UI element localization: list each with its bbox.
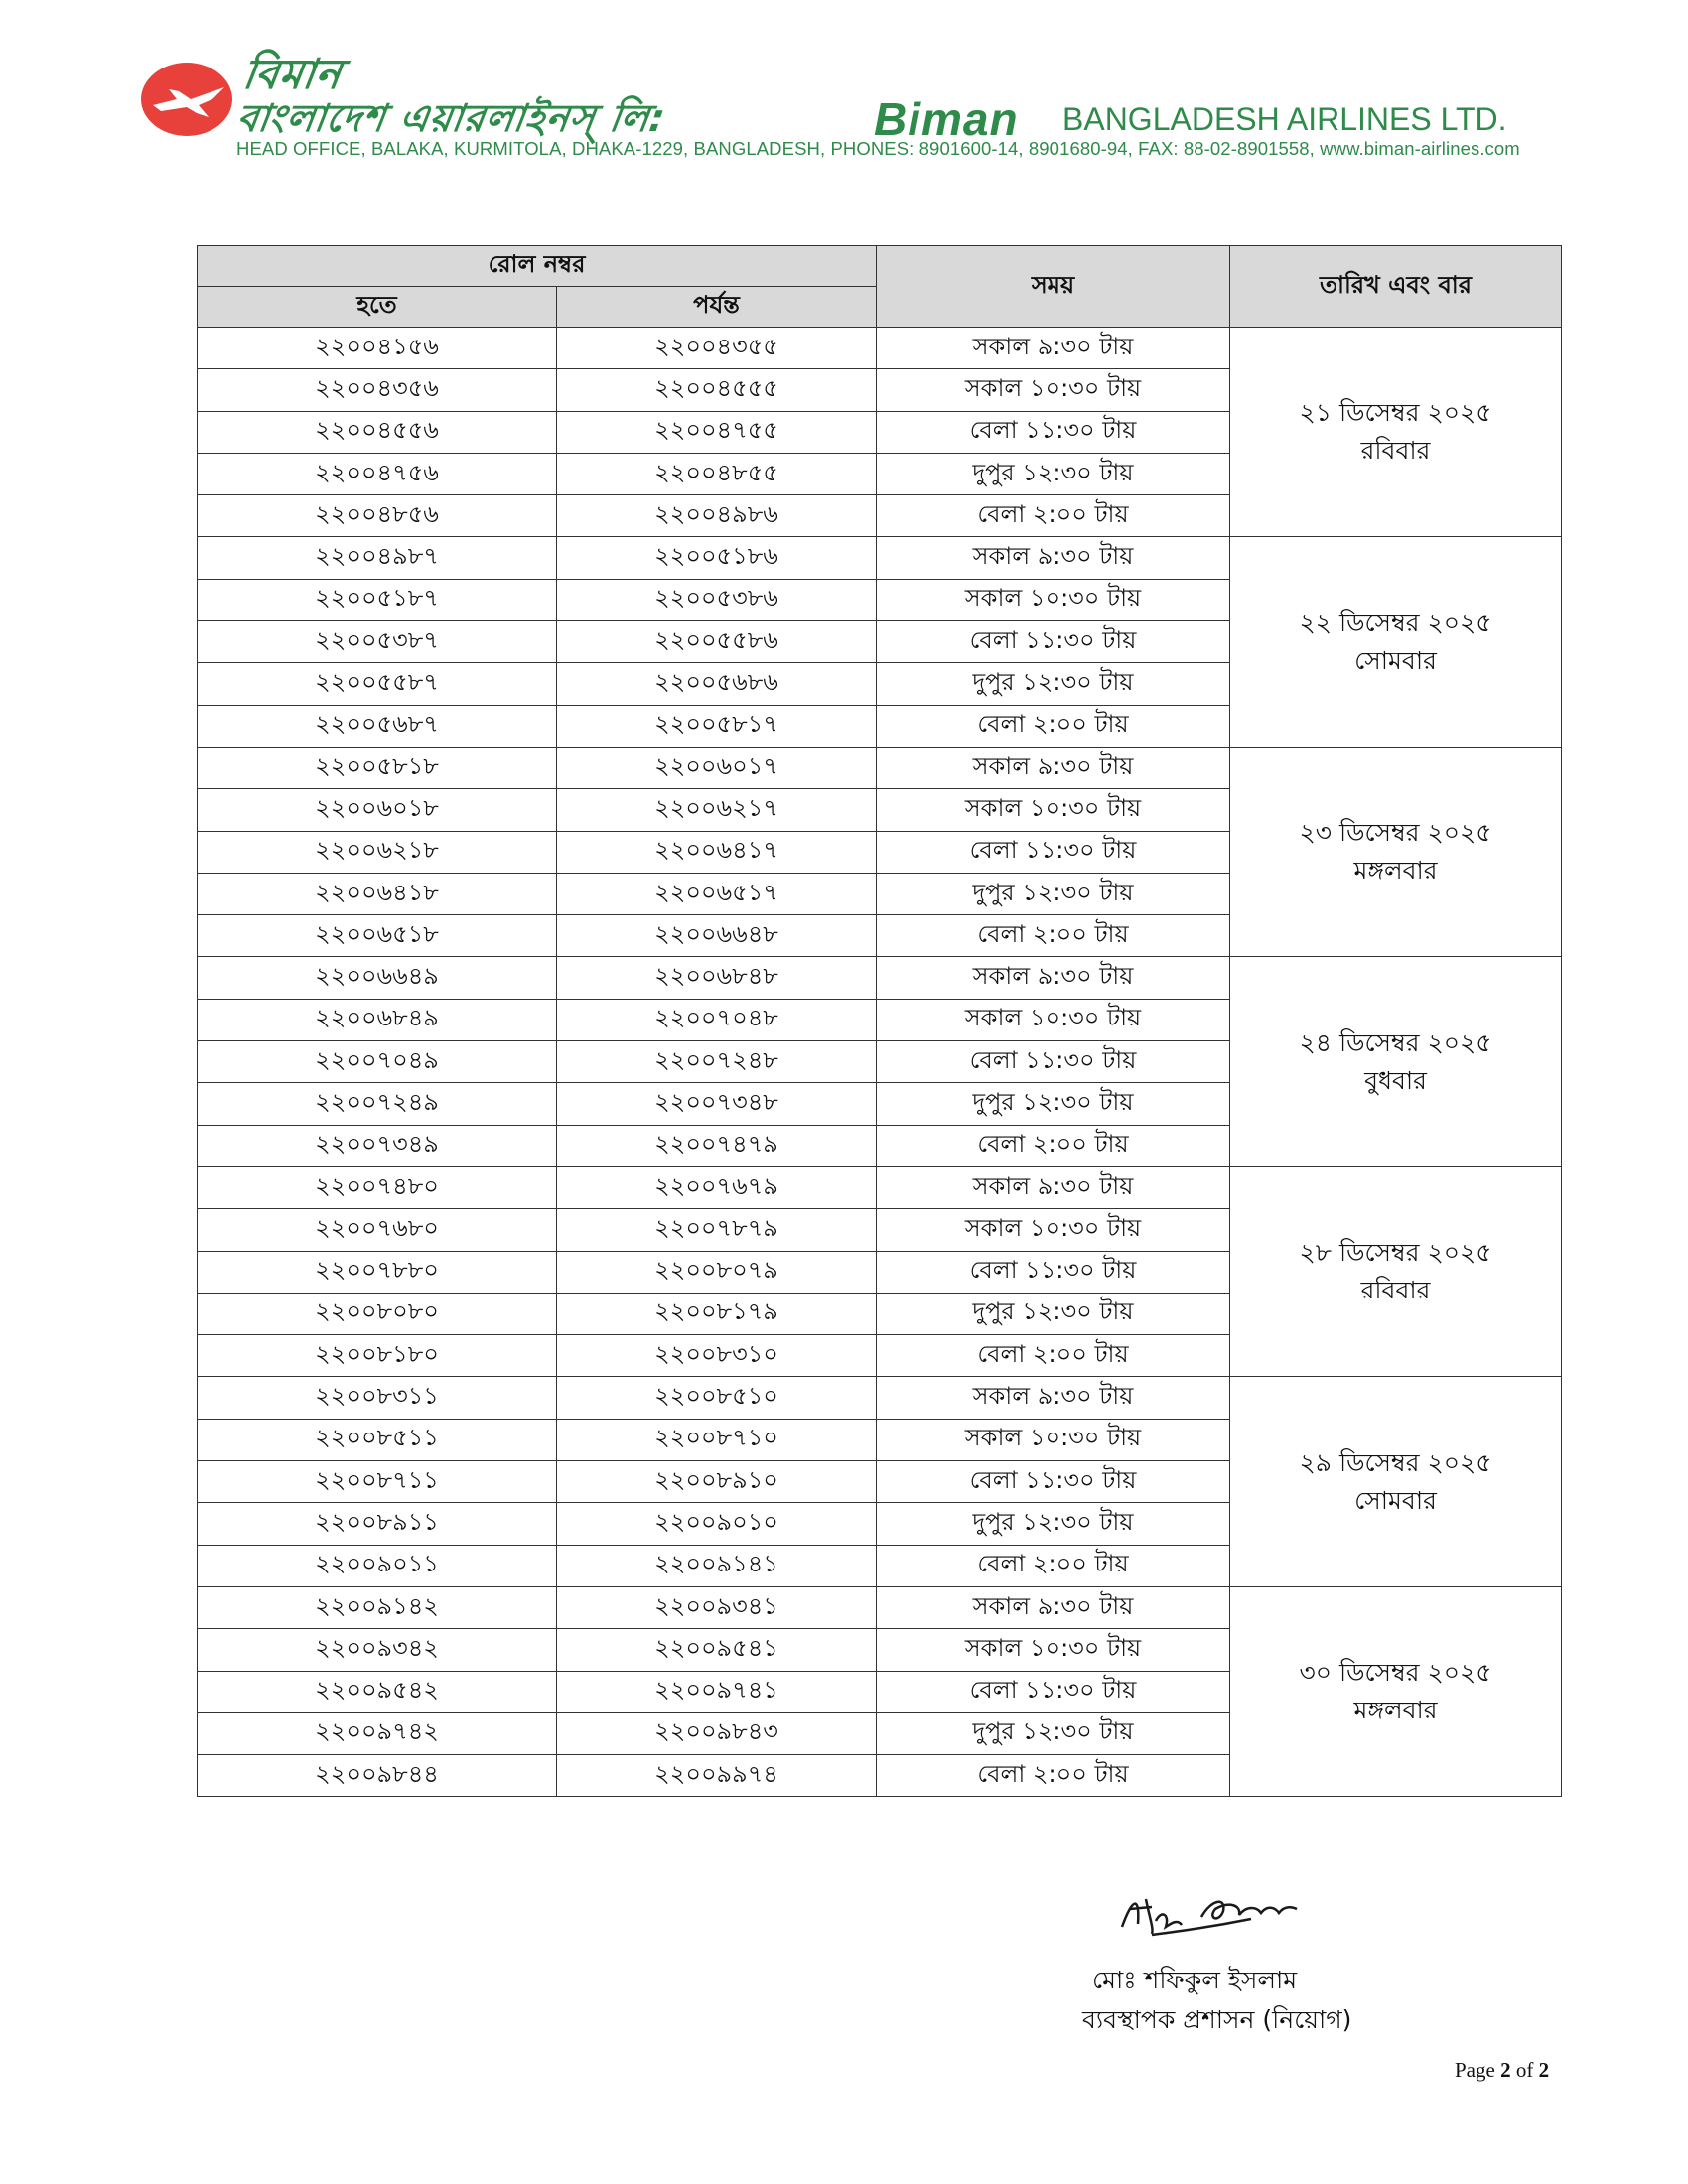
roll-to-cell: ২২০০৪৯৮৬ <box>557 495 877 537</box>
roll-to-cell: ২২০০৬৮৪৮ <box>557 957 877 999</box>
time-cell: দুপুর ১২:৩০ টায় <box>877 1083 1230 1125</box>
roll-from-cell: ২২০০৯৩৪২ <box>198 1629 557 1671</box>
roll-from-cell: ২২০০৫৫৮৭ <box>198 663 557 705</box>
roll-to-cell: ২২০০৮১৭৯ <box>557 1293 877 1334</box>
time-cell: দুপুর ১২:৩০ টায় <box>877 453 1230 494</box>
time-cell: বেলা ১১:৩০ টায় <box>877 1041 1230 1083</box>
roll-from-cell: ২২০০৫১৮৭ <box>198 579 557 620</box>
exam-weekday: রবিবার <box>1360 1276 1431 1305</box>
time-cell: বেলা ২:০০ টায় <box>877 1755 1230 1797</box>
roll-to-cell: ২২০০৫৮১৭ <box>557 705 877 747</box>
roll-from-cell: ২২০০৫৬৮৭ <box>198 705 557 747</box>
time-cell: বেলা ২:০০ টায় <box>877 915 1230 957</box>
date-day-cell <box>1230 957 1562 1166</box>
date-day-header: তারিখ এবং বার <box>1230 246 1562 328</box>
page-total: 2 <box>1538 2058 1550 2082</box>
roll-from-cell: ২২০০৫৮১৮ <box>198 747 557 788</box>
roll-from-cell: ২২০০৫৩৮৭ <box>198 621 557 663</box>
roll-from-cell: ২২০০৭৩৪৯ <box>198 1125 557 1166</box>
time-cell: সকাল ৯:৩০ টায় <box>877 747 1230 788</box>
date-day-cell <box>1230 1166 1562 1376</box>
to-header: পর্যন্ত <box>557 287 877 328</box>
roll-from-cell: ২২০০৮৯১১ <box>198 1503 557 1545</box>
page-of: of <box>1515 2058 1534 2082</box>
time-cell: দুপুর ১২:৩০ টায় <box>877 1712 1230 1754</box>
signer-designation: ব্যবস্থাপক প্রশাসন (নিয়োগ) <box>1082 2005 1352 2034</box>
time-cell: বেলা ১১:৩০ টায় <box>877 831 1230 873</box>
roll-to-cell: ২২০০৯১৪১ <box>557 1545 877 1586</box>
roll-from-cell: ২২০০৬৫১৮ <box>198 915 557 957</box>
company-name-bengali <box>233 50 675 140</box>
exam-date: ৩০ ডিসেম্বর ২০২৫ <box>1299 1658 1492 1688</box>
time-cell: দুপুর ১২:৩০ টায় <box>877 663 1230 705</box>
exam-date: ২২ ডিসেম্বর ২০২৫ <box>1299 608 1492 637</box>
time-cell: সকাল ৯:৩০ টায় <box>877 537 1230 579</box>
exam-date: ২৪ ডিসেম্বর ২০২৫ <box>1299 1027 1492 1057</box>
roll-to-cell: ২২০০৭০৪৮ <box>557 999 877 1040</box>
roll-to-cell: ২২০০৪৮৫৫ <box>557 453 877 494</box>
roll-to-cell: ২২০০৯৫৪১ <box>557 1629 877 1671</box>
exam-weekday: মঙ্গলবার <box>1353 856 1438 886</box>
time-cell: বেলা ২:০০ টায় <box>877 1545 1230 1586</box>
roll-from-cell: ২২০০৭৬৮০ <box>198 1209 557 1251</box>
roll-to-cell: ২২০০৭৩৪৮ <box>557 1083 877 1125</box>
exam-date: ২৮ ডিসেম্বর ২০২৫ <box>1299 1238 1492 1268</box>
roll-to-cell: ২২০০৫৩৮৬ <box>557 579 877 620</box>
roll-from-cell: ২২০০৪৫৫৬ <box>198 411 557 453</box>
roll-from-cell: ২২০০৪৮৫৬ <box>198 495 557 537</box>
roll-to-cell: ২২০০৬৪১৭ <box>557 831 877 873</box>
date-day-cell <box>1230 747 1562 956</box>
roll-from-cell: ২২০০৮১৮০ <box>198 1335 557 1377</box>
time-cell: সকাল ৯:৩০ টায় <box>877 1166 1230 1208</box>
roll-from-cell: ২২০০৪৩৫৬ <box>198 369 557 411</box>
roll-from-cell: ২২০০৬০১৮ <box>198 789 557 831</box>
roll-from-cell: ২২০০৬৮৪৯ <box>198 999 557 1040</box>
time-cell: সকাল ৯:৩০ টায় <box>877 1586 1230 1628</box>
roll-from-cell: ২২০০৯৭৪২ <box>198 1712 557 1754</box>
page-number <box>1455 2058 1549 2083</box>
exam-weekday: সোমবার <box>1354 1485 1437 1515</box>
exam-weekday: মঙ্গলবার <box>1353 1696 1438 1725</box>
biman-logo-icon <box>139 60 238 139</box>
roll-to-cell: ২২০০৪৭৫৫ <box>557 411 877 453</box>
exam-weekday: রবিবার <box>1360 436 1431 466</box>
letterhead <box>129 50 1539 169</box>
roll-to-cell: ২২০০৯৮৪৩ <box>557 1712 877 1754</box>
table-row <box>198 1377 1562 1419</box>
roll-to-cell: ২২০০৫১৮৬ <box>557 537 877 579</box>
date-day-cell <box>1230 328 1562 537</box>
roll-to-cell: ২২০০৫৫৮৬ <box>557 621 877 663</box>
roll-to-cell: ২২০০৭২৪৮ <box>557 1041 877 1083</box>
company-name-english: BANGLADESH AIRLINES LTD. <box>1062 101 1507 137</box>
company-name-biman: Biman <box>874 93 1019 145</box>
signature-mark <box>1112 1879 1311 1949</box>
time-cell: সকাল ১০:৩০ টায় <box>877 789 1230 831</box>
roll-to-cell: ২২০০৪৩৫৫ <box>557 328 877 369</box>
roll-from-cell: ২২০০৪৭৫৬ <box>198 453 557 494</box>
roll-to-cell: ২২০০৮০৭৯ <box>557 1251 877 1293</box>
time-cell: সকাল ৯:৩০ টায় <box>877 328 1230 369</box>
exam-date: ২৯ ডিসেম্বর ২০২৫ <box>1299 1447 1492 1477</box>
company-name-bengali-line2: বাংলাদেশ এয়ারলাইনস্ লি: <box>233 96 669 140</box>
roll-to-cell: ২২০০৭৪৭৯ <box>557 1125 877 1166</box>
roll-to-cell: ২২০০৯৯৭৪ <box>557 1755 877 1797</box>
roll-number-header: রোল নম্বর <box>198 246 877 287</box>
time-cell: বেলা ১১:৩০ টায় <box>877 1461 1230 1503</box>
table-row <box>198 747 1562 788</box>
roll-to-cell: ২২০০৮৭১০ <box>557 1419 877 1460</box>
roll-from-cell: ২২০০৬৪১৮ <box>198 873 557 914</box>
roll-from-cell: ২২০০৯১৪২ <box>198 1586 557 1628</box>
roll-to-cell: ২২০০৯৭৪১ <box>557 1671 877 1712</box>
roll-to-cell: ২২০০৯০১০ <box>557 1503 877 1545</box>
from-header: হতে <box>198 287 557 328</box>
roll-from-cell: ২২০০৬৬৪৯ <box>198 957 557 999</box>
time-header: সময় <box>877 246 1230 328</box>
time-cell: বেলা ১১:৩০ টায় <box>877 1251 1230 1293</box>
time-cell: বেলা ২:০০ টায় <box>877 495 1230 537</box>
page-current: 2 <box>1500 2058 1511 2082</box>
roll-from-cell: ২২০০৮০৮০ <box>198 1293 557 1334</box>
roll-from-cell: ২২০০৯৮৪৪ <box>198 1755 557 1797</box>
roll-from-cell: ২২০০৭৪৮০ <box>198 1166 557 1208</box>
roll-from-cell: ২২০০৮৫১১ <box>198 1419 557 1460</box>
roll-to-cell: ২২০০৭৬৭৯ <box>557 1166 877 1208</box>
page-label: Page <box>1455 2058 1495 2082</box>
time-cell: দুপুর ১২:৩০ টায় <box>877 1503 1230 1545</box>
roll-to-cell: ২২০০৪৫৫৫ <box>557 369 877 411</box>
roll-to-cell: ২২০০৯৩৪১ <box>557 1586 877 1628</box>
roll-to-cell: ২২০০৭৮৭৯ <box>557 1209 877 1251</box>
roll-to-cell: ২২০০৬৬৪৮ <box>557 915 877 957</box>
roll-to-cell: ২২০০৮৫১০ <box>557 1377 877 1419</box>
roll-to-cell: ২২০০৮৯১০ <box>557 1461 877 1503</box>
time-cell: সকাল ১০:৩০ টায় <box>877 1629 1230 1671</box>
roll-from-cell: ২২০০৯৫৪২ <box>198 1671 557 1712</box>
exam-date: ২৩ ডিসেম্বর ২০২৫ <box>1299 818 1492 848</box>
table-row <box>198 957 1562 999</box>
time-cell: বেলা ২:০০ টায় <box>877 1335 1230 1377</box>
time-cell: দুপুর ১২:৩০ টায় <box>877 873 1230 914</box>
date-day-cell <box>1230 537 1562 747</box>
date-day-cell <box>1230 1586 1562 1796</box>
roll-from-cell: ২২০০৭০৪৯ <box>198 1041 557 1083</box>
roll-to-cell: ২২০০৬০১৭ <box>557 747 877 788</box>
table-row <box>198 1166 1562 1208</box>
time-cell: সকাল ১০:৩০ টায় <box>877 1209 1230 1251</box>
roll-from-cell: ২২০০৪১৫৬ <box>198 328 557 369</box>
exam-weekday: বুধবার <box>1364 1065 1427 1095</box>
exam-date: ২১ ডিসেম্বর ২০২৫ <box>1299 398 1492 428</box>
roll-from-cell: ২২০০৯০১১ <box>198 1545 557 1586</box>
roll-from-cell: ২২০০৮৩১১ <box>198 1377 557 1419</box>
roll-from-cell: ২২০০৭৮৮০ <box>198 1251 557 1293</box>
time-cell: বেলা ১১:৩০ টায় <box>877 1671 1230 1712</box>
time-cell: সকাল ৯:৩০ টায় <box>877 957 1230 999</box>
roll-to-cell: ২২০০৮৩১০ <box>557 1335 877 1377</box>
roll-from-cell: ২২০০৮৭১১ <box>198 1461 557 1503</box>
time-cell: বেলা ২:০০ টায় <box>877 705 1230 747</box>
roll-from-cell: ২২০০৬২১৮ <box>198 831 557 873</box>
table-row <box>198 1586 1562 1628</box>
time-cell: বেলা ১১:৩০ টায় <box>877 621 1230 663</box>
time-cell: বেলা ১১:৩০ টায় <box>877 411 1230 453</box>
table-row <box>198 328 1562 369</box>
roll-to-cell: ২২০০৫৬৮৬ <box>557 663 877 705</box>
signer-name: মোঃ শফিকুল ইসলাম <box>1092 1966 1298 1994</box>
roll-to-cell: ২২০০৬৫১৭ <box>557 873 877 914</box>
table-row <box>198 537 1562 579</box>
time-cell: বেলা ২:০০ টায় <box>877 1125 1230 1166</box>
head-office-address: HEAD OFFICE, BALAKA, KURMITOLA, DHAKA-1229, BANGLADESH, PHONES: 8901600-14, 8901680-94, FAX: 88-02-8901558, www.biman-airlines.com <box>236 138 1520 159</box>
time-cell: সকাল ১০:৩০ টায় <box>877 1419 1230 1460</box>
time-cell: সকাল ১০:৩০ টায় <box>877 579 1230 620</box>
roll-from-cell: ২২০০৪৯৮৭ <box>198 537 557 579</box>
time-cell: সকাল ১০:৩০ টায় <box>877 999 1230 1040</box>
exam-weekday: সোমবার <box>1354 645 1437 675</box>
company-name-bengali-line1: বিমান <box>239 50 346 98</box>
roll-from-cell: ২২০০৭২৪৯ <box>198 1083 557 1125</box>
exam-schedule-table <box>197 245 1562 1797</box>
time-cell: দুপুর ১২:৩০ টায় <box>877 1293 1230 1334</box>
time-cell: সকাল ৯:৩০ টায় <box>877 1377 1230 1419</box>
roll-to-cell: ২২০০৬২১৭ <box>557 789 877 831</box>
time-cell: সকাল ১০:৩০ টায় <box>877 369 1230 411</box>
date-day-cell <box>1230 1377 1562 1586</box>
